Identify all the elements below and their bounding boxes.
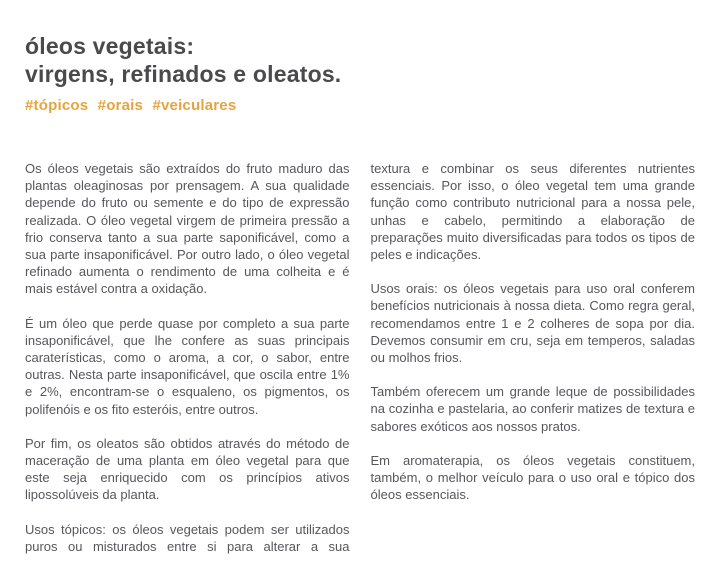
hashtag-row (25, 97, 695, 114)
right-column (371, 160, 696, 572)
left-column (25, 160, 350, 572)
title-line-1: óleos vegetais: (25, 33, 195, 59)
paragraph-usos-topicos-cont: textura e combinar os seus diferentes nutrientes essenciais. Por isso, o óleo vegetal tem uma grande função como contributo nutricional para a nossa pele, unhas e cabelo, permitindo a elaboração de preparações muito diversificadas para todos os tipos de peles e indicações. (370, 161, 695, 263)
paragraph-cozinha: Também oferecem um grande leque de possibilidades na cozinha e pastelaria, ao conferir matizes de textura e sabores exóticos aos nossos pratos. (370, 384, 695, 434)
hashtag-orais: #orais (97, 97, 144, 114)
paragraph-oleatos: Por fim, os oleatos são obtidos através do método de maceração de uma planta em óleo vegetal para que este seja enriquecido com os princípios ativos lipossolúveis da planta. (25, 435, 350, 503)
paragraph-intro: Os óleos vegetais são extraídos do fruto maduro das plantas oleaginosas por prensagem. A sua qualidade depende do fruto ou semente e do tipo de expressão realizada. O óleo vegetal virgem de primeira pressão a frio conserva tanto a sua parte saponificável, como a sua parte insaponificável. Por outro lado, o óleo vegetal refinado aumenta o rendimento de uma colheita e é mais estável contra a oxidação. (25, 161, 350, 297)
hashtag-topicos: #tópicos (25, 97, 89, 114)
paragraph-usos-orais: Usos orais: os óleos vegetais para uso oral conferem benefícios nutricionais à nossa dieta. Como regra geral, recomendamos entre 1 e 2 colheres de sopa por dia. Devemos consumir em cru, seja em temperos, saladas ou molhos frios. (370, 281, 695, 366)
article-body (25, 160, 695, 572)
hashtag-veiculares: #veiculares (152, 97, 237, 114)
paragraph-insaponificavel: É um óleo que perde quase por completo a sua parte insaponificável, que lhe confere as suas principais caraterísticas, como o aroma, a cor, o sabor, entre outras. Nesta parte insaponificável, que oscila entre 1% e 2%, encontram-se o esqualeno, os pigmentos, os polifenóis e os fito esteróis, entre outros. (25, 315, 350, 417)
article-header (25, 32, 695, 114)
paragraph-usos-topicos: Usos tópicos: os óleos vegetais podem ser utilizados puros ou misturados entre si para alterar a sua (25, 521, 350, 554)
title-line-2: virgens, refinados e oleatos. (25, 61, 342, 87)
paragraph-aromaterapia: Em aromaterapia, os óleos vegetais constituem, também, o melhor veículo para o uso oral e tópico dos óleos essenciais. (370, 452, 695, 503)
page-title (25, 32, 695, 88)
